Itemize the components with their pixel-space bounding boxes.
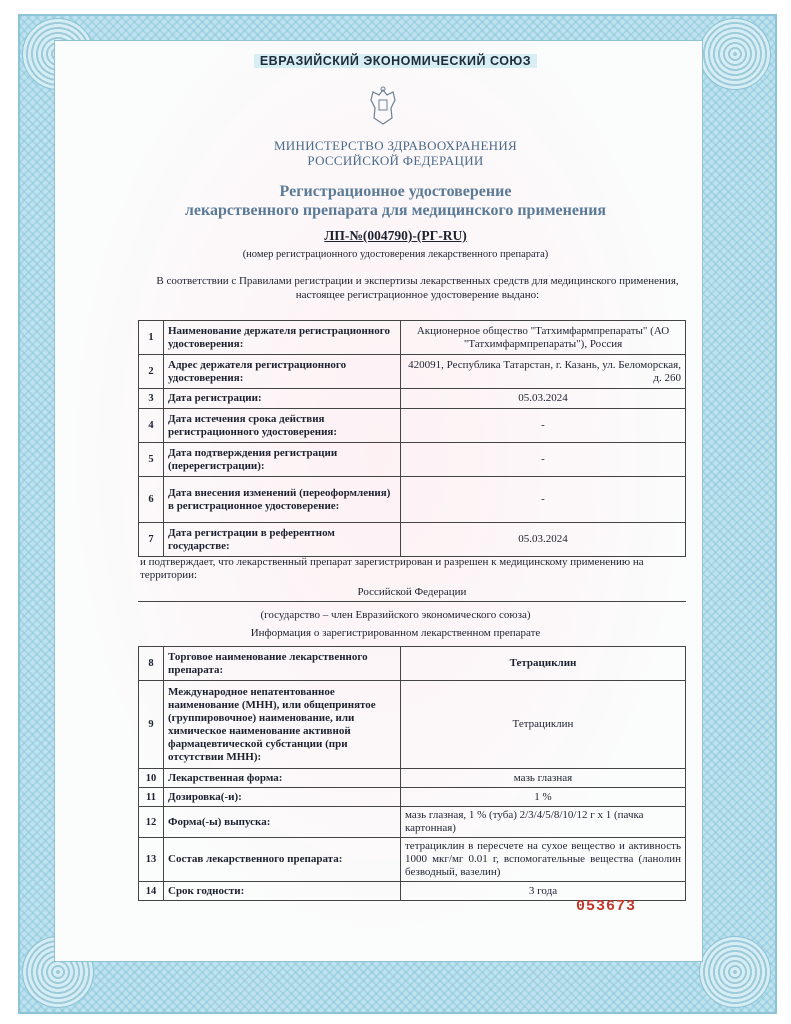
registration-number-caption: (номер регистрационного удостоверения лекарственного препарата) [242,249,549,260]
intro-text: В соответствии с Правилами регистрации и экспертизы лекарственных средств для медицинского применения, настоящее регистрационное удостоверение выдано: [156,275,679,301]
row-number: 11 [139,788,164,807]
row-value: 420091, Республика Татарстан, г. Казань, ул. Беломорская, д. 260 [401,355,686,389]
row-value: 3 года [401,882,686,901]
row-label: Международное непатентованное наименование (МНН), или общепринятое (группировочное) наименование, или химическое наименование активной фармацевтической субстанции (при отсутствии МНН): [164,681,401,769]
holder-table [138,320,686,557]
row-number: 14 [139,882,164,901]
row-number: 1 [139,321,164,355]
union-title: ЕВРАЗИЙСКИЙ ЭКОНОМИЧЕСКИЙ СОЮЗ [0,54,791,68]
row-number: 7 [139,523,164,557]
table-row [139,321,686,355]
row-value: - [401,443,686,477]
table-row [139,477,686,523]
table-row [139,443,686,477]
row-number: 6 [139,477,164,523]
row-number: 4 [139,409,164,443]
row-label: Форма(-ы) выпуска: [164,807,401,838]
row-number: 3 [139,389,164,409]
serial-number: 053673 [576,898,637,915]
table-row [139,769,686,788]
row-value: 1 % [401,788,686,807]
row-value: 05.03.2024 [401,523,686,557]
row-value: Акционерное общество "Татхимфармпрепараты" (АО "Татхимфармпрепараты"), Россия [401,321,686,355]
row-label: Состав лекарственного препарата: [164,838,401,882]
row-value: 05.03.2024 [401,389,686,409]
row-label: Дата внесения изменений (переоформления) в регистрационное удостоверение: [164,477,401,523]
row-value: мазь глазная [401,769,686,788]
row-value: - [401,409,686,443]
coat-of-arms-icon [366,86,400,128]
table-row [139,355,686,389]
table-row [139,807,686,838]
row-label: Дата регистрации: [164,389,401,409]
drug-info-title: Информация о зарегистрированном лекарственном препарате [250,627,541,639]
row-number: 12 [139,807,164,838]
row-label: Лекарственная форма: [164,769,401,788]
table-row [139,788,686,807]
table-row [139,523,686,557]
row-number: 13 [139,838,164,882]
drug-table [138,646,686,901]
row-value: тетрациклин в пересчете на сухое вещество и активность 1000 мкг/мг 0.01 г, вспомогательные вещества (ланолин безводный, вазелин) [401,838,686,882]
row-label: Адрес держателя регистрационного удостоверения: [164,355,401,389]
corner-ornament [699,936,771,1008]
confirm-text: и подтверждает, что лекарственный препарат зарегистрирован и разрешен к медицинскому применению на территории: [140,556,644,581]
row-number: 8 [139,647,164,681]
table-row [139,647,686,681]
registration-number: ЛП-№(004790)-(РГ-RU) [324,228,467,243]
row-label: Срок годности: [164,882,401,901]
table-row [139,681,686,769]
row-number: 5 [139,443,164,477]
ministry-name: МИНИСТЕРСТВО ЗДРАВООХРАНЕНИЯ РОССИЙСКОЙ ФЕДЕРАЦИИ [273,138,518,168]
row-value: - [401,477,686,523]
row-label: Наименование держателя регистрационного удостоверения: [164,321,401,355]
row-number: 10 [139,769,164,788]
row-label: Дозировка(-и): [164,788,401,807]
row-label: Дата истечения срока действия регистрационного удостоверения: [164,409,401,443]
row-label: Торговое наименование лекарственного препарата: [164,647,401,681]
territory: Российской Федерации [138,586,686,602]
row-label: Дата подтверждения регистрации (перерегистрации): [164,443,401,477]
table-row [139,838,686,882]
table-row [139,389,686,409]
row-value: Тетрациклин [401,647,686,681]
row-number: 9 [139,681,164,769]
row-value: мазь глазная, 1 % (туба) 2/3/4/5/8/10/12 г х 1 (пачка картонная) [401,807,686,838]
row-label: Дата регистрации в референтном государстве: [164,523,401,557]
territory-caption: (государство – член Евразийского экономического союза) [260,609,531,621]
table-row [139,409,686,443]
row-number: 2 [139,355,164,389]
certificate-title: Регистрационное удостоверение лекарственного препарата для медицинского применения [184,183,607,219]
row-value: Тетрациклин [401,681,686,769]
